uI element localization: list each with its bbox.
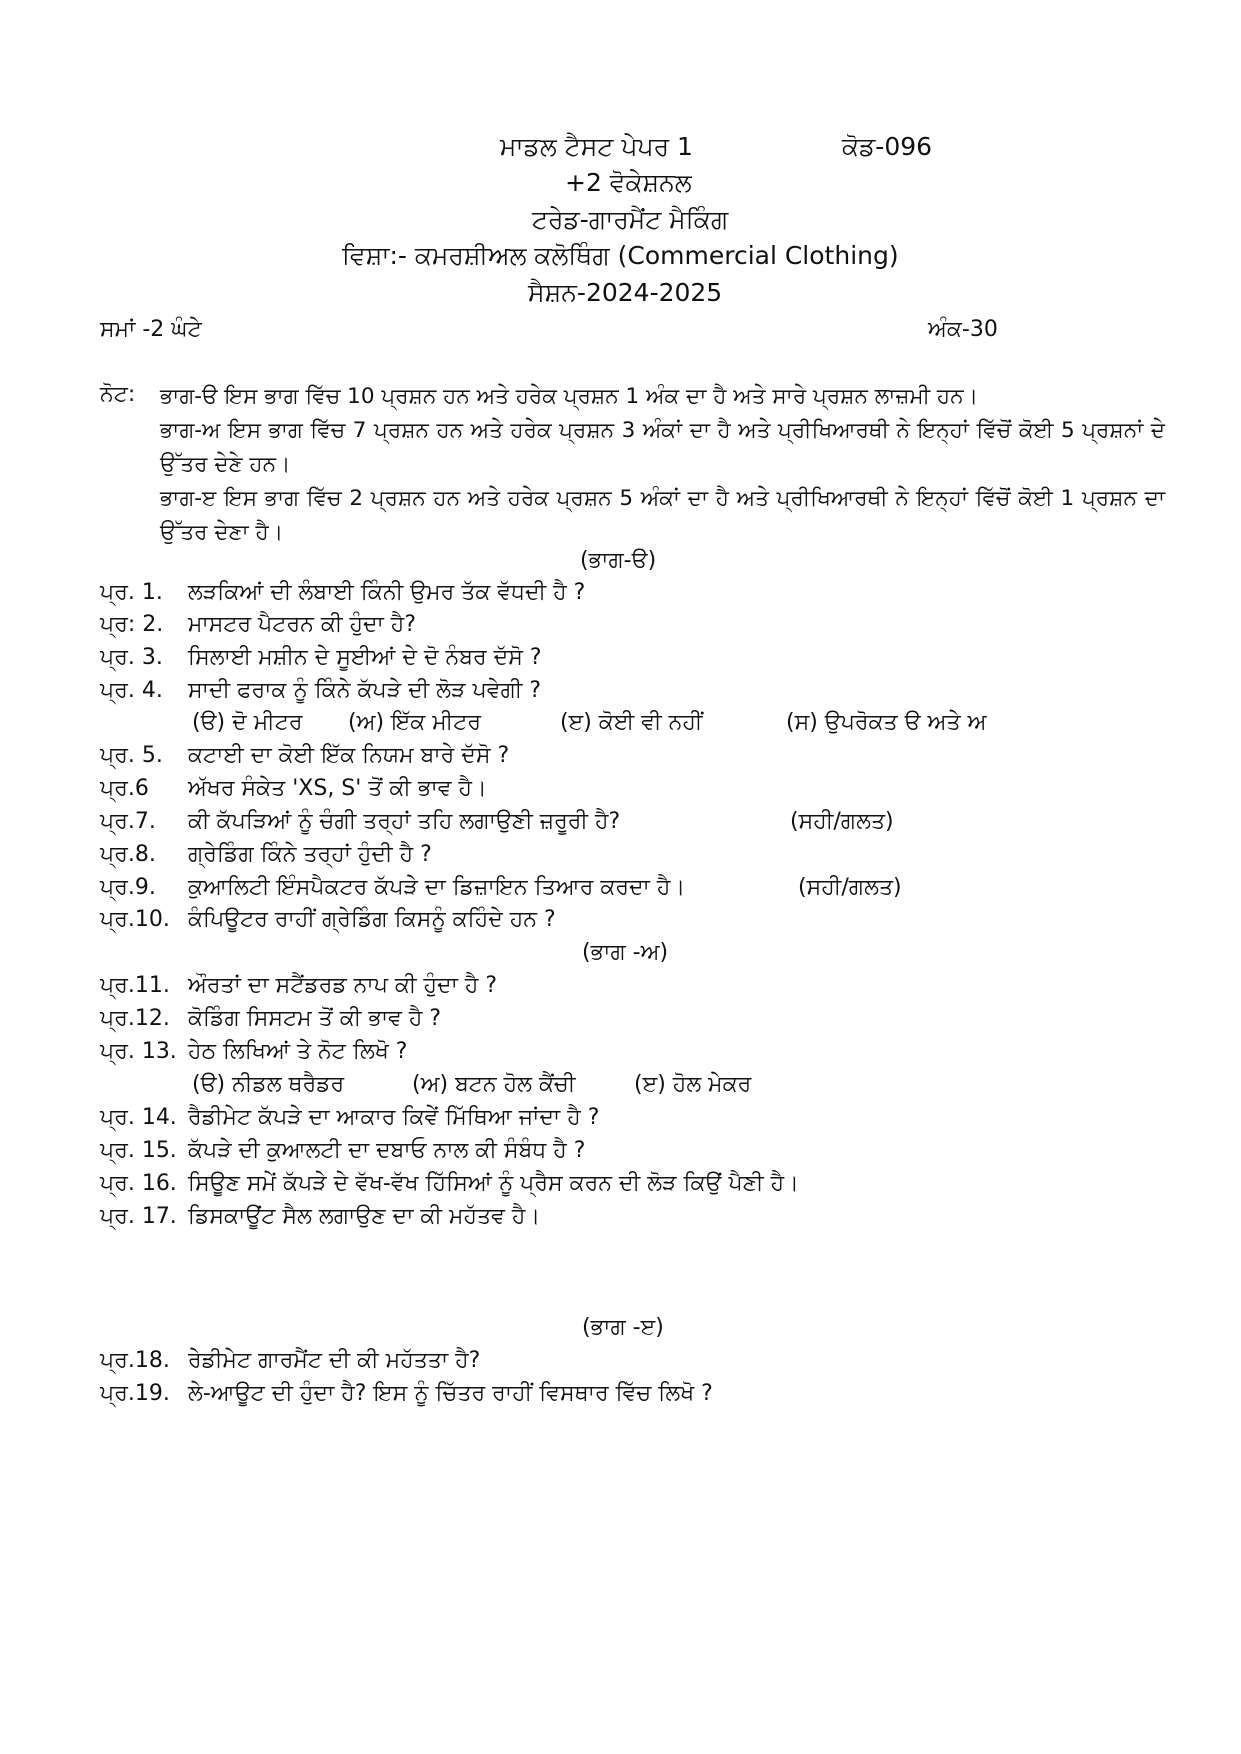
question-number: ਪ੍ਰ.18.	[100, 1348, 170, 1373]
question-text: ਰੇਡੀਮੇਟ ਗਾਰਮੈਂਟ ਦੀ ਕੀ ਮਹੱਤਤਾ ਹੈ?	[188, 1348, 481, 1373]
question-number: ਪ੍ਰ.7.	[100, 809, 156, 834]
note-line: ਭਾਗ-ੳ ਇਸ ਭਾਗ ਵਿੱਚ 10 ਪ੍ਰਸ਼ਨ ਹਨ ਅਤੇ ਹਰੇਕ ਪ੍ਰਸ਼ਨ 1 ਅੰਕ ਦਾ ਹੈ ਅਤੇ ਸਾਰੇ ਪ੍ਰਸ਼ਨ ਲਾਜ਼ਮੀ ਹਨ।	[160, 384, 979, 409]
question-number: ਪ੍ਰ. 13.	[100, 1039, 177, 1064]
question-number: ਪ੍ਰ.19.	[100, 1381, 170, 1406]
question-number: ਪ੍ਰ.9.	[100, 875, 156, 900]
question-text: ਰੈਡੀਮੇਟ ਕੱਪੜੇ ਦਾ ਆਕਾਰ ਕਿਵੇਂ ਮਿੱਥਿਆ ਜਾਂਦਾ ਹੈ ?	[188, 1105, 600, 1130]
question-number: ਪ੍ਰ.8.	[100, 842, 156, 867]
trade-name: ਟਰੇਡ-ਗਾਰਮੈਂਟ ਮੈਕਿੰਗ	[532, 205, 729, 234]
question-number: ਪ੍ਰ. 17.	[100, 1204, 177, 1229]
paper-title: ਮਾਡਲ ਟੈਸਟ ਪੇਪਰ 1	[500, 132, 693, 161]
question-text: ਗ੍ਰੇਡਿੰਗ ਕਿੰਨੇ ਤਰ੍ਹਾਂ ਹੁੰਦੀ ਹੈ ?	[188, 842, 432, 867]
question-number: ਪ੍ਰ: 2.	[100, 612, 164, 637]
subject-punjabi: ਵਿਸ਼ਾ:- ਕਮਰਸ਼ੀਅਲ ਕਲੋਥਿੰਗ	[342, 241, 618, 270]
question-text: ਸਿਲਾਈ ਮਸ਼ੀਨ ਦੇ ਸੂਈਆਂ ਦੇ ਦੋ ਨੰਬਰ ਦੱਸੋ ?	[188, 645, 542, 670]
question-number: ਪ੍ਰ. 3.	[100, 645, 163, 670]
note-line: ਭਾਗ-ੲ ਇਸ ਭਾਗ ਵਿੱਚ 2 ਪ੍ਰਸ਼ਨ ਹਨ ਅਤੇ ਹਰੇਕ ਪ੍ਰਸ਼ਨ 5 ਅੰਕਾਂ ਦਾ ਹੈ ਅਤੇ ਪ੍ਰੀਖਿਆਰਥੀ ਨੇ ਇਨ੍ਹਾਂ ਵਿੱਚੋਂ ਕੋਈ 1 ਪ੍ਰਸ਼ਨ ਦਾ ਉੱਤਰ ਦੇਣਾ ਹੈ।	[160, 486, 1165, 545]
class-name: +2 ਵੋਕੇਸ਼ਨਲ	[565, 168, 692, 197]
question-text: ਲੜਕਿਆਂ ਦੀ ਲੰਬਾਈ ਕਿੰਨੀ ਉਮਰ ਤੱਕ ਵੱਧਦੀ ਹੈ ?	[188, 580, 586, 605]
question-number: ਪ੍ਰ. 15.	[100, 1138, 177, 1163]
true-false-tag: (ਸਹੀ/ਗਲਤ)	[798, 875, 902, 900]
question-number: ਪ੍ਰ. 16.	[100, 1171, 177, 1196]
question-number: ਪ੍ਰ.10.	[100, 907, 170, 932]
question-number: ਪ੍ਰ. 5.	[100, 743, 163, 768]
note-line: ਭਾਗ-ਅ ਇਸ ਭਾਗ ਵਿੱਚ 7 ਪ੍ਰਸ਼ਨ ਹਨ ਅਤੇ ਹਰੇਕ ਪ੍ਰਸ਼ਨ 3 ਅੰਕਾਂ ਦਾ ਹੈ ਅਤੇ ਪ੍ਰੀਖਿਆਰਥੀ ਨੇ ਇਨ੍ਹਾਂ ਵਿੱਚੋਂ ਕੋਈ 5 ਪ੍ਰਸ਼ਨਾਂ ਦੇ ਉੱਤਰ ਦੇਣੇ ਹਨ।	[160, 418, 1165, 477]
exam-time: ਸਮਾਂ -2 ਘੰਟੇ	[100, 317, 202, 342]
subject-line	[342, 241, 899, 271]
total-marks: ਅੰਕ-30	[928, 317, 998, 342]
note-label: ਨੋਟ:	[100, 382, 136, 407]
question-text: ਕੁਆਲਿਟੀ ਇੰਸਪੈਕਟਰ ਕੱਪੜੇ ਦਾ ਡਿਜ਼ਾਇਨ ਤਿਆਰ ਕਰਦਾ ਹੈ।	[188, 875, 686, 900]
question-text: ਲੇ-ਆਊਟ ਦੀ ਹੁੰਦਾ ਹੈ? ਇਸ ਨੂੰ ਚਿੱਤਰ ਰਾਹੀਂ ਵਿਸਥਾਰ ਵਿੱਚ ਲਿਖੋ ?	[188, 1381, 713, 1406]
paper-code: ਕੋਡ-096	[842, 132, 933, 161]
question-number: ਪ੍ਰ.6	[100, 776, 149, 801]
option: (ੲ) ਹੋਲ ਮੇਕਰ	[634, 1072, 752, 1097]
question-text: ਸਾਦੀ ਫਰਾਕ ਨੂੰ ਕਿੰਨੇ ਕੱਪੜੇ ਦੀ ਲੋੜ ਪਵੇਗੀ ?	[188, 678, 542, 703]
section-b-heading: (ਭਾਗ -ਅ)	[582, 940, 669, 965]
question-text: ਕੰਪਿਊਟਰ ਰਾਹੀਂ ਗ੍ਰੇਡਿੰਗ ਕਿਸਨੂੰ ਕਹਿੰਦੇ ਹਨ ?	[188, 907, 556, 932]
option: (ਅ) ਇੱਕ ਮੀਟਰ	[348, 710, 482, 735]
session: ਸੈਸ਼ਨ-2024-2025	[528, 278, 723, 307]
section-a-heading: (ਭਾਗ-ੳ)	[580, 548, 657, 573]
option: (ੲ) ਕੋਈ ਵੀ ਨਹੀਂ	[560, 710, 703, 735]
question-number: ਪ੍ਰ. 14.	[100, 1105, 177, 1130]
subject-english: (Commercial Clothing)	[617, 241, 899, 270]
note-body	[160, 380, 1165, 550]
option: (ੳ) ਨੀਡਲ ਥਰੈਡਰ	[192, 1072, 345, 1097]
question-text: ਕਟਾਈ ਦਾ ਕੋਈ ਇੱਕ ਨਿਯਮ ਬਾਰੇ ਦੱਸੋ ?	[188, 743, 510, 768]
question-number: ਪ੍ਰ. 4.	[100, 678, 163, 703]
question-number: ਪ੍ਰ.11.	[100, 973, 170, 998]
question-text: ਮਾਸਟਰ ਪੈਟਰਨ ਕੀ ਹੁੰਦਾ ਹੈ?	[188, 612, 416, 637]
true-false-tag: (ਸਹੀ/ਗਲਤ)	[790, 809, 894, 834]
question-text: ਕੀ ਕੱਪੜਿਆਂ ਨੂੰ ਚੰਗੀ ਤਰ੍ਹਾਂ ਤਹਿ ਲਗਾਉਣੀ ਜ਼ਰੂਰੀ ਹੈ?	[188, 809, 621, 834]
question-text: ਡਿਸਕਾਊਂਟ ਸੈਲ ਲਗਾਉਣ ਦਾ ਕੀ ਮਹੱਤਵ ਹੈ।	[188, 1204, 541, 1229]
option: (ਅ) ਬਟਨ ਹੋਲ ਕੈਂਚੀ	[412, 1072, 576, 1097]
question-number: ਪ੍ਰ.12.	[100, 1006, 170, 1031]
question-text: ਸਿਊਣ ਸਮੇਂ ਕੱਪੜੇ ਦੇ ਵੱਖ-ਵੱਖ ਹਿੱਸਿਆਂ ਨੂੰ ਪ੍ਰੈਸ ਕਰਨ ਦੀ ਲੋੜ ਕਿਉਂ ਪੈਣੀ ਹੈ।	[188, 1171, 799, 1196]
option: (ਸ) ਉਪਰੋਕਤ ੳ ਅਤੇ ਅ	[786, 710, 987, 735]
question-text: ਹੇਠ ਲਿਖਿਆਂ ਤੇ ਨੋਟ ਲਿਖੋ ?	[188, 1039, 408, 1064]
question-number: ਪ੍ਰ. 1.	[100, 580, 163, 605]
section-c-heading: (ਭਾਗ -ੲ)	[582, 1315, 664, 1340]
question-text: ਕੋਡਿੰਗ ਸਿਸਟਮ ਤੋਂ ਕੀ ਭਾਵ ਹੈ ?	[188, 1006, 442, 1031]
question-text: ਔਰਤਾਂ ਦਾ ਸਟੈਂਡਰਡ ਨਾਪ ਕੀ ਹੁੰਦਾ ਹੈ ?	[188, 973, 498, 998]
question-text: ਕੱਪੜੇ ਦੀ ਕੁਆਲਟੀ ਦਾ ਦਬਾਓ ਨਾਲ ਕੀ ਸੰਬੰਧ ਹੈ ?	[188, 1138, 586, 1163]
question-text: ਅੱਖਰ ਸੰਕੇਤ 'XS, S' ਤੋਂ ਕੀ ਭਾਵ ਹੈ।	[188, 776, 487, 801]
option: (ੳ) ਦੋ ਮੀਟਰ	[192, 710, 303, 735]
